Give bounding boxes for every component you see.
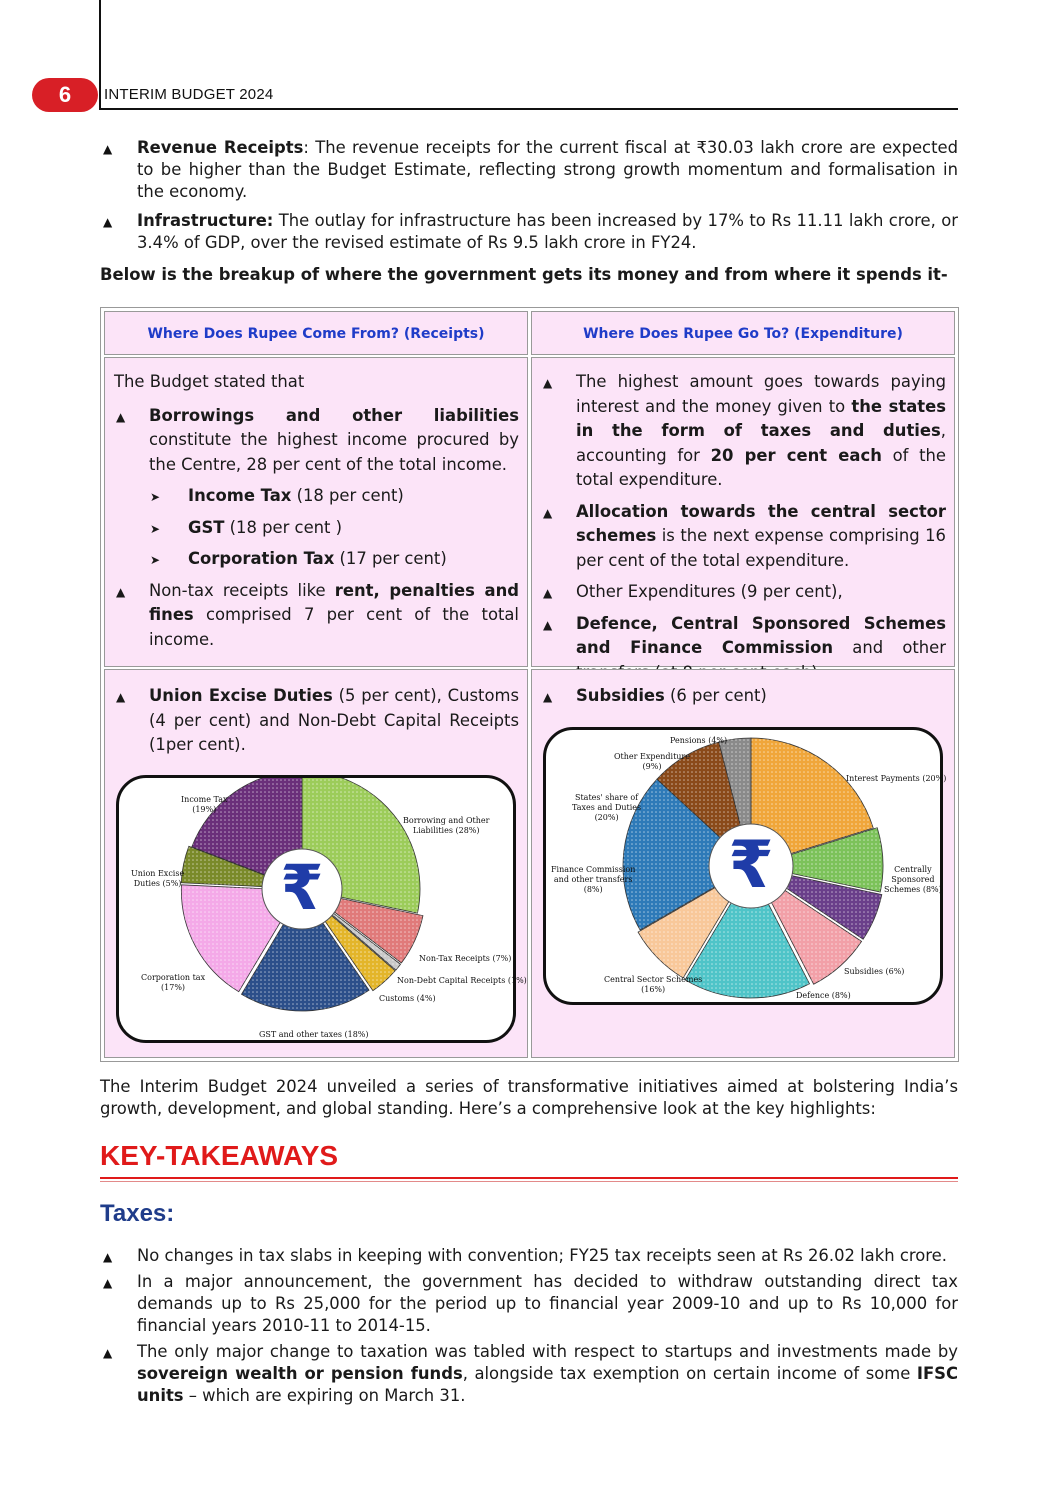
receipts-intro: The Budget stated that: [114, 372, 305, 391]
bold-text: Union Excise Duties: [149, 686, 333, 705]
label-income-tax: Income Tax (19%): [181, 795, 228, 814]
arrow-bullet-icon: ➤: [150, 521, 161, 536]
list-item: [103, 210, 958, 254]
bold-text: the states in the form of taxes and duties: [576, 396, 946, 440]
bold-text: Income Tax: [188, 486, 292, 505]
bold-text: IFSC units: [137, 1364, 958, 1405]
triangle-bullet-icon: ▲: [103, 1250, 113, 1264]
text: (6 per cent): [664, 686, 767, 705]
label-interest: Interest Payments (20%): [846, 774, 947, 783]
taxes-bullet-list: [103, 1245, 958, 1414]
list-item: [103, 137, 958, 203]
label-css: Centrally Sponsored Schemes (8%): [884, 865, 942, 894]
taxes-heading: Taxes:: [100, 1200, 175, 1227]
receipts-header: Where Does Rupee Come From? (Receipts): [104, 311, 528, 355]
text: (17 per cent): [334, 549, 447, 568]
list-item: [114, 579, 519, 653]
triangle-bullet-icon: ▲: [543, 505, 553, 520]
arrow-bullet-icon: ➤: [150, 490, 161, 504]
list-item: [541, 684, 946, 709]
key-takeaways-heading: KEY-TAKEAWAYS: [100, 1140, 339, 1171]
list-item: [114, 684, 519, 758]
list-item: [541, 500, 946, 574]
label-finance-commission: Finance Commission and other transfers (8%): [551, 865, 636, 894]
text: , alongside tax exemption on certain income of some: [462, 1364, 917, 1383]
header-horizontal-rule: [99, 108, 958, 110]
text: and other: [852, 638, 946, 657]
triangle-bullet-icon: ▲: [103, 215, 113, 229]
label-subsidies: Subsidies (6%): [844, 967, 905, 976]
bold-text: rent, penalties and fines: [149, 580, 519, 624]
text: , accounting for: [576, 421, 946, 465]
text: of the total expenditure.: [576, 445, 946, 489]
bullet-text: : The revenue receipts for the current fiscal at ₹30.03 lakh crore are expected to be higher than the Budget Estimate, reflecting strong growth momentum and formalisation in the economy.: [137, 138, 958, 201]
header-vertical-rule: [99, 0, 101, 110]
list-item: [103, 1245, 958, 1267]
text: Other Expenditures (9 per cent),: [576, 582, 843, 601]
label-defence: Defence (8%): [796, 991, 851, 1000]
rupee-symbol-icon: ₹: [280, 851, 324, 924]
label-customs: Customs (4%): [379, 994, 436, 1003]
arrow-bullet-icon: ➤: [150, 553, 161, 567]
triangle-bullet-icon: ▲: [103, 142, 113, 156]
triangle-bullet-icon: ▲: [116, 409, 126, 424]
bullet-bold-label: Infrastructure:: [137, 211, 274, 230]
bold-text: Corporation Tax: [188, 549, 335, 568]
triangle-bullet-icon: ▲: [543, 376, 553, 390]
bullet-bold-label: Revenue Receipts: [137, 138, 304, 157]
triangle-bullet-icon: ▲: [116, 584, 126, 599]
running-title: INTERIM BUDGET 2024: [104, 86, 274, 103]
text: In a major announcement, the government has decided to withdraw outstanding direct tax demands up to Rs 25,000 for the period up to financial year 2009-10 and up to Rs 10,000 for financial years 2010-11 to 2014-15.: [137, 1272, 958, 1335]
label-central-sector: Central Sector Schemes (16%): [604, 975, 703, 994]
list-item: [541, 580, 946, 605]
receipts-pie-chart: [116, 775, 527, 1043]
triangle-bullet-icon: ▲: [103, 1346, 113, 1360]
label-non-tax: Non-Tax Receipts (7%): [419, 954, 512, 963]
closing-paragraph: The Interim Budget 2024 unveiled a series of transformative initiatives aimed at bolstering India’s growth, development, and global standing. Here’s a comprehensive look at the key highlights:: [100, 1077, 958, 1118]
lead-sentence: Below is the breakup of where the government gets its money and from where it spends it-: [100, 265, 948, 284]
triangle-bullet-icon: ▲: [543, 690, 553, 704]
text: constitute the highest income procured by the Centre, 28 per cent of the total income.: [149, 430, 519, 474]
text: No changes in tax slabs in keeping with convention; FY25 tax receipts seen at Rs 26.02 lakh crore.: [137, 1246, 947, 1265]
label-corporation: Corporation tax (17%): [141, 973, 206, 992]
triangle-bullet-icon: ▲: [116, 690, 126, 704]
bold-text: GST: [188, 517, 225, 537]
list-item: [541, 370, 946, 493]
triangle-bullet-icon: ▲: [103, 1276, 113, 1290]
triangle-bullet-icon: ▲: [543, 617, 553, 632]
label-states-share: States' share of Taxes and Duties (20%): [572, 793, 642, 822]
text: The highest amount goes towards paying interest and the money given to: [576, 372, 946, 416]
label-union-excise: Union Excise Duties (5%): [131, 869, 185, 888]
sub-list-item: [114, 484, 519, 509]
expenditure-header: Where Does Rupee Go To? (Expenditure): [531, 311, 955, 355]
bold-text: 20 per cent each: [710, 445, 882, 465]
text: Non-tax receipts like: [149, 580, 335, 600]
list-item: [114, 404, 519, 478]
heading-rule-thin: [100, 1181, 958, 1182]
bold-text: Borrowings and other liabilities: [149, 405, 519, 425]
list-item: [103, 1271, 958, 1337]
list-item: [103, 1341, 958, 1407]
rupee-symbol-icon: ₹: [728, 828, 774, 903]
bold-text: Subsidies: [576, 686, 665, 705]
bold-text: Allocation towards the central sector schemes: [576, 501, 946, 545]
expenditure-text-cell: [531, 357, 955, 667]
text: (5 per cent), Customs (4 per cent) and Non-Debt Capital Receipts (1per cent).: [149, 686, 519, 754]
label-gst: GST and other taxes (18%): [259, 1030, 369, 1039]
text: comprised 7 per cent of the total income.: [149, 605, 519, 649]
triangle-bullet-icon: ▲: [543, 586, 553, 600]
label-non-debt: Non-Debt Capital Receipts (1%): [397, 976, 527, 985]
text: The only major change to taxation was tabled with respect to startups and investments made by: [137, 1342, 958, 1361]
heading-rule: [100, 1177, 958, 1179]
receipts-text-cell: [104, 357, 528, 667]
label-pensions: Pensions (4%): [670, 736, 728, 745]
bullet-text: The outlay for infrastructure has been increased by 17% to Rs 11.11 lakh crore, or 3.4% of GDP, over the revised estimate of Rs 9.5 lakh crore in FY24.: [137, 211, 958, 252]
bold-text: sovereign wealth or pension funds: [137, 1364, 463, 1383]
intro-bullet-list: [103, 137, 958, 261]
label-borrowing: Borrowing and Other Liabilities (28%): [403, 816, 490, 835]
text: – which are expiring on March 31.: [183, 1386, 466, 1405]
text: is the next expense comprising 16 per cent of the total expenditure.: [576, 526, 946, 570]
sub-list-item: [114, 547, 519, 572]
label-other-expenditure: Other Expenditure (9%): [614, 752, 690, 771]
sub-list-item: [114, 516, 519, 541]
page-number-badge: 6: [32, 78, 98, 112]
text: (18 per cent): [291, 486, 404, 505]
text: (18 per cent ): [224, 517, 343, 537]
bold-text: Defence, Central Sponsored Schemes and Finance Commission: [576, 613, 946, 657]
expenditure-pie-chart: [543, 727, 947, 1005]
